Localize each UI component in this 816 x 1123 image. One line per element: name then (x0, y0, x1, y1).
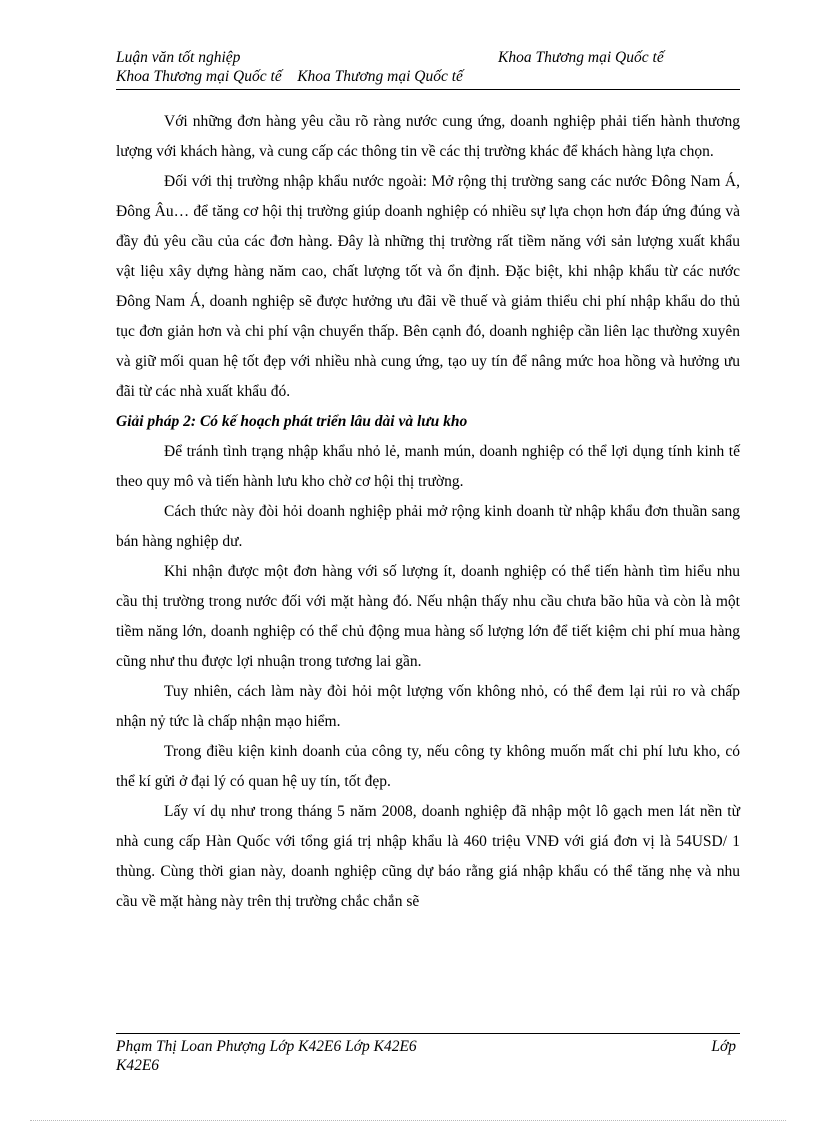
footer-class-label: Lớp (711, 1038, 736, 1055)
paragraph-7: Trong điều kiện kinh doanh của công ty, nếu công ty không muốn mất chi phí lưu kho, có thể kí gửi ở đại lý có quan hệ uy tín, tốt đẹp. (116, 743, 740, 790)
paragraph-6: Tuy nhiên, cách làm này đòi hỏi một lượng vốn không nhỏ, có thể đem lại rủi ro và chấp nhận nỷ tức là chấp nhận mạo hiểm. (116, 683, 740, 730)
page-edge-divider (30, 1120, 786, 1121)
header-divider (116, 89, 740, 90)
paragraph-2: Đối với thị trường nhập khẩu nước ngoài: Mở rộng thị trường sang các nước Đông Nam Á, Đông Âu… để tăng cơ hội thị trường giúp doanh nghiệp có nhiều sự lựa chọn hơn đáp ứng đúng và đầy đủ yêu cầu của các đơn hàng. Đây là những thị trường rất tiềm năng với sản lượng xuất khẩu vật liệu xây dựng hàng năm cao, chất lượng tốt và ổn định. Đặc biệt, khi nhập khẩu từ các nước Đông Nam Á, doanh nghiệp sẽ được hưởng ưu đãi về thuế và giảm thiểu chi phí nhập khẩu do thủ tục đơn giản hơn và chi phí vận chuyển thấp. Bên cạnh đó, doanh nghiệp cần liên lạc thường xuyên và giữ mối quan hệ tốt đẹp với nhiều nhà cung ứng, tạo uy tín để nâng mức hoa hồng và hưởng ưu đãi từ các nhà xuất khẩu đó. (116, 173, 740, 400)
paragraph-4: Cách thức này đòi hỏi doanh nghiệp phải mở rộng kinh doanh từ nhập khẩu đơn thuần sang bán hàng nghiệp dư. (116, 503, 740, 550)
running-footer-line2: K42E6 (116, 1057, 160, 1074)
running-header-line1 (116, 48, 740, 68)
header-thesis-label: Luận văn tốt nghiệp (116, 49, 241, 66)
running-header-line2: Khoa Thương mại Quốc tế Khoa Thương mại Quốc tế (116, 68, 463, 85)
footer-divider (116, 1033, 740, 1034)
header-faculty-label: Khoa Thương mại Quốc tế (498, 49, 664, 66)
paragraph-8: Lấy ví dụ như trong tháng 5 năm 2008, doanh nghiệp đã nhập một lô gạch men lát nền từ nhà cung cấp Hàn Quốc với tổng giá trị nhập khẩu là 460 triệu VNĐ với giá đơn vị là 54USD/ 1 thùng. Cùng thời gian này, doanh nghiệp cũng dự báo rằng giá nhập khẩu có thể tăng nhẹ và nhu cầu về mặt hàng này trên thị trường chắc chắn sẽ (116, 803, 740, 910)
paragraph-3: Để tránh tình trạng nhập khẩu nhỏ lẻ, manh mún, doanh nghiệp có thể lợi dụng tính kinh tế theo quy mô và tiến hành lưu kho chờ cơ hội thị trường. (116, 443, 740, 490)
section-heading: Giải pháp 2: Có kế hoạch phát triển lâu dài và lưu kho (116, 413, 468, 430)
footer-author-class: Phạm Thị Loan Phượng Lớp K42E6 Lớp K42E6 (116, 1038, 417, 1055)
running-footer-line1 (116, 1037, 740, 1057)
document-body (116, 107, 740, 917)
paragraph-1: Với những đơn hàng yêu cầu rõ ràng nước cung ứng, doanh nghiệp phải tiến hành thương lượng với khách hàng, và cung cấp các thông tin về các thị trường khác để khách hàng lựa chọn. (116, 113, 740, 160)
paragraph-5: Khi nhận được một đơn hàng với số lượng ít, doanh nghiệp có thể tiến hành tìm hiểu nhu cầu thị trường trong nước đối với mặt hàng đó. Nếu nhận thấy nhu cầu chưa bão hũa và còn là một tiềm năng lớn, doanh nghiệp có thể chủ động mua hàng số lượng lớn để tiết kiệm chi phí mua hàng cũng như thu được lợi nhuận trong tương lai gần. (116, 563, 740, 670)
